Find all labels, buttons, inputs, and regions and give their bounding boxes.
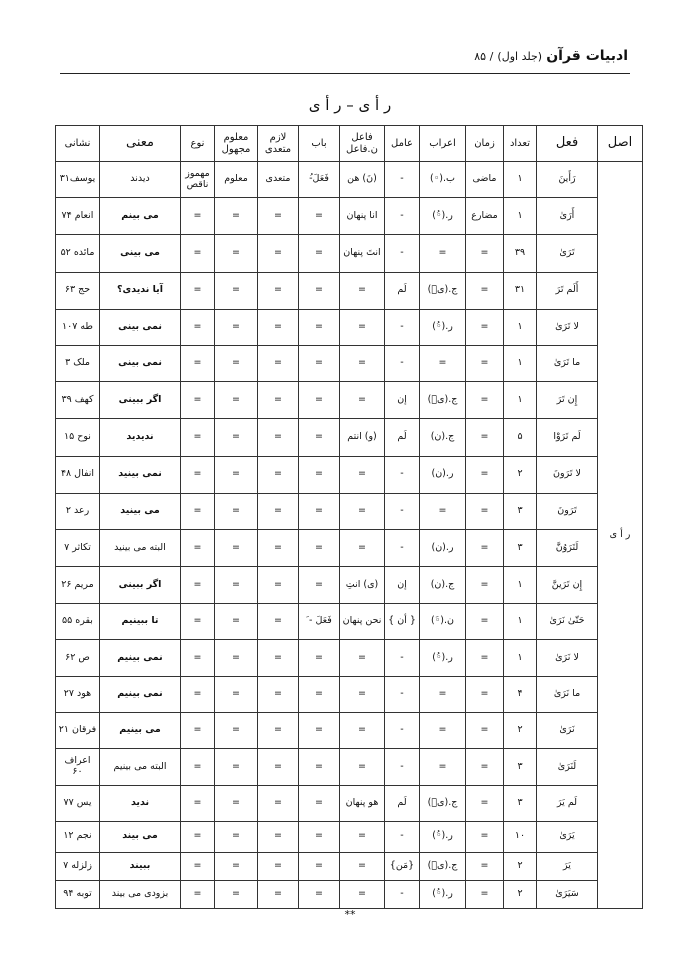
inflection-cell: ج.(ن) (420, 419, 466, 456)
tense-cell: = (466, 640, 504, 676)
table-row (56, 676, 643, 712)
col-meaning: معنی (100, 126, 181, 162)
table-row (56, 852, 643, 880)
transitivity-cell: = (258, 676, 299, 712)
verb-cell: سَيَرَىٰ (537, 880, 598, 908)
inflection-cell: ج.(یٖ) (420, 786, 466, 822)
count-cell: ۲ (504, 852, 537, 880)
tense-cell: = (466, 345, 504, 381)
table-row (56, 604, 643, 640)
table-row (56, 235, 643, 272)
count-cell: ۱ (504, 162, 537, 198)
inflection-cell: = (420, 493, 466, 529)
type-cell: = (181, 309, 215, 345)
transitivity-cell: = (258, 604, 299, 640)
operator-cell: - (385, 456, 420, 493)
inflection-cell: ر.(◦ُ) (420, 822, 466, 852)
count-cell: ۵ (504, 419, 537, 456)
source-cell: کهف ۳۹ (56, 382, 100, 419)
agent-cell: = (340, 309, 385, 345)
inflection-cell: ج.(یٖ) (420, 382, 466, 419)
inflection-cell: ر.(◦ُ) (420, 640, 466, 676)
form-cell: = (299, 309, 340, 345)
count-cell: ۱ (504, 309, 537, 345)
table-row (56, 162, 643, 198)
operator-cell: إن (385, 567, 420, 604)
transitivity-cell: = (258, 235, 299, 272)
voice-cell: = (215, 640, 258, 676)
voice-cell: = (215, 567, 258, 604)
voice-cell: = (215, 712, 258, 748)
agent-cell: نحن پنهان (340, 604, 385, 640)
source-cell: توبه ۹۴ (56, 880, 100, 908)
source-cell: تکاثر ۷ (56, 529, 100, 566)
voice-cell: = (215, 382, 258, 419)
operator-cell: - (385, 749, 420, 786)
source-cell: نوح ۱۵ (56, 419, 100, 456)
form-cell: = (299, 852, 340, 880)
type-cell: = (181, 419, 215, 456)
inflection-cell: = (420, 749, 466, 786)
inflection-cell: ر.(ن) (420, 456, 466, 493)
form-cell: = (299, 419, 340, 456)
voice-cell: = (215, 676, 258, 712)
col-root: اصل (598, 126, 643, 162)
meaning-cell: دیدند (100, 162, 181, 198)
count-cell: ۱ (504, 345, 537, 381)
operator-cell: - (385, 235, 420, 272)
agent-cell: = (340, 529, 385, 566)
meaning-cell: بزودی می بیند (100, 880, 181, 908)
type-cell: = (181, 235, 215, 272)
inflection-cell: ج.(یٖ) (420, 272, 466, 309)
type-cell: = (181, 567, 215, 604)
meaning-cell: می بینی (100, 235, 181, 272)
count-cell: ۱ (504, 640, 537, 676)
source-cell: طه ۱۰۷ (56, 309, 100, 345)
page-number: / ۸۵ (474, 50, 494, 63)
verb-cell: لَم يَرَ (537, 786, 598, 822)
verb-cell: لا تَرَىٰ (537, 309, 598, 345)
transitivity-cell: = (258, 822, 299, 852)
voice-cell: = (215, 345, 258, 381)
voice-cell: = (215, 272, 258, 309)
inflection-cell: ج.(ن) (420, 567, 466, 604)
inflection-cell: = (420, 345, 466, 381)
form-cell: = (299, 822, 340, 852)
meaning-cell: می بینم (100, 198, 181, 235)
operator-cell: {مَن} (385, 852, 420, 880)
agent-cell: (و) انتم (340, 419, 385, 456)
count-cell: ۳ (504, 493, 537, 529)
tense-cell: = (466, 852, 504, 880)
type-cell: = (181, 712, 215, 748)
source-cell: بقره ۵۵ (56, 604, 100, 640)
tense-cell: = (466, 529, 504, 566)
count-cell: ۱ (504, 198, 537, 235)
table-row (56, 198, 643, 235)
form-cell: = (299, 712, 340, 748)
source-cell: رعد ۲ (56, 493, 100, 529)
form-cell: = (299, 493, 340, 529)
col-count: تعداد (504, 126, 537, 162)
tense-cell: = (466, 786, 504, 822)
transitivity-cell: = (258, 382, 299, 419)
tense-cell: = (466, 676, 504, 712)
tense-cell: = (466, 235, 504, 272)
inflection-cell: ر.(◦ُ) (420, 198, 466, 235)
voice-cell: = (215, 786, 258, 822)
tense-cell: = (466, 822, 504, 852)
transitivity-cell: = (258, 272, 299, 309)
type-cell: = (181, 493, 215, 529)
agent-cell: = (340, 880, 385, 908)
table-header-row (56, 126, 643, 162)
transitivity-cell: = (258, 493, 299, 529)
table-row (56, 345, 643, 381)
type-cell: = (181, 640, 215, 676)
voice-cell: = (215, 419, 258, 456)
transitivity-cell: = (258, 786, 299, 822)
agent-cell: هو پنهان (340, 786, 385, 822)
agent-cell: = (340, 272, 385, 309)
agent-cell: = (340, 852, 385, 880)
type-cell: = (181, 676, 215, 712)
count-cell: ۲ (504, 712, 537, 748)
type-cell: = (181, 456, 215, 493)
source-cell: حج ۶۳ (56, 272, 100, 309)
footer-mark: ** (344, 908, 356, 921)
tense-cell: = (466, 749, 504, 786)
verb-cell: لَم تَرَوْا (537, 419, 598, 456)
meaning-cell: می بیند (100, 822, 181, 852)
voice-cell: = (215, 604, 258, 640)
table-title: ر أ ی – ر أ ی (308, 96, 392, 114)
operator-cell: إن (385, 382, 420, 419)
table-row (56, 382, 643, 419)
agent-cell: (ی) انتِ (340, 567, 385, 604)
form-cell: = (299, 198, 340, 235)
form-cell: فَعَلَ-ُ (299, 162, 340, 198)
voice-cell: = (215, 529, 258, 566)
agent-cell: انتَ پنهان (340, 235, 385, 272)
source-cell: نجم ۱۲ (56, 822, 100, 852)
table-row (56, 493, 643, 529)
tense-cell: = (466, 604, 504, 640)
meaning-cell: نمی بینید (100, 456, 181, 493)
meaning-cell: ندید (100, 786, 181, 822)
volume-label: (جلد اول) (497, 50, 543, 63)
verb-cell: أَلَم تَرَ (537, 272, 598, 309)
meaning-cell: می بینید (100, 493, 181, 529)
transitivity-cell: = (258, 852, 299, 880)
transitivity-cell: = (258, 309, 299, 345)
verb-cell: إِن تَرَينَّ (537, 567, 598, 604)
source-cell: هود ۲۷ (56, 676, 100, 712)
transitivity-cell: = (258, 345, 299, 381)
count-cell: ۱۰ (504, 822, 537, 852)
meaning-cell: تا ببینیم (100, 604, 181, 640)
tense-cell: = (466, 493, 504, 529)
operator-cell: - (385, 162, 420, 198)
table-row (56, 567, 643, 604)
inflection-cell: ن.(◦َ) (420, 604, 466, 640)
voice-cell: = (215, 235, 258, 272)
transitivity-cell: = (258, 640, 299, 676)
col-form: باب (299, 126, 340, 162)
col-verb: فعل (537, 126, 598, 162)
page-header (62, 48, 628, 70)
transitivity-cell: = (258, 880, 299, 908)
operator-cell: - (385, 822, 420, 852)
count-cell: ۳۱ (504, 272, 537, 309)
voice-cell: = (215, 822, 258, 852)
tense-cell: = (466, 880, 504, 908)
operator-cell: { أن } (385, 604, 420, 640)
inflection-cell: ب.(◦) (420, 162, 466, 198)
type-cell: = (181, 198, 215, 235)
count-cell: ۱ (504, 567, 537, 604)
meaning-cell: نمی بینیم (100, 676, 181, 712)
table-row (56, 456, 643, 493)
operator-cell: - (385, 880, 420, 908)
tense-cell: = (466, 567, 504, 604)
meaning-cell: اگر ببینی (100, 567, 181, 604)
agent-cell: = (340, 712, 385, 748)
source-cell: زلزله ۷ (56, 852, 100, 880)
count-cell: ۳۹ (504, 235, 537, 272)
form-cell: = (299, 235, 340, 272)
voice-cell: = (215, 493, 258, 529)
voice-cell: = (215, 456, 258, 493)
operator-cell: - (385, 198, 420, 235)
agent-cell: انا پنهان (340, 198, 385, 235)
count-cell: ۳ (504, 749, 537, 786)
inflection-cell: ر.(◦ُ) (420, 880, 466, 908)
agent-cell: = (340, 493, 385, 529)
root-cell: ر أ ی (598, 162, 643, 909)
col-source: نشانی (56, 126, 100, 162)
voice-cell: = (215, 749, 258, 786)
type-cell: = (181, 382, 215, 419)
form-cell: = (299, 676, 340, 712)
form-cell: = (299, 345, 340, 381)
source-cell: یس ۷۷ (56, 786, 100, 822)
verb-table (55, 125, 643, 909)
type-cell: = (181, 749, 215, 786)
operator-cell: لَم (385, 419, 420, 456)
meaning-cell: نمی بینی (100, 309, 181, 345)
form-cell: = (299, 640, 340, 676)
transitivity-cell: = (258, 456, 299, 493)
inflection-cell: ر.(◦ُ) (420, 309, 466, 345)
table-row (56, 272, 643, 309)
type-cell: مهموز ناقص (181, 162, 215, 198)
agent-cell: = (340, 456, 385, 493)
source-cell: ص ۶۲ (56, 640, 100, 676)
verb-cell: رَأَينَ (537, 162, 598, 198)
count-cell: ۴ (504, 676, 537, 712)
source-cell: انعام ۷۴ (56, 198, 100, 235)
type-cell: = (181, 345, 215, 381)
inflection-cell: = (420, 235, 466, 272)
transitivity-cell: = (258, 712, 299, 748)
tense-cell: = (466, 382, 504, 419)
transitivity-cell: = (258, 198, 299, 235)
count-cell: ۱ (504, 382, 537, 419)
agent-cell: = (340, 676, 385, 712)
table-row (56, 822, 643, 852)
tense-cell: = (466, 456, 504, 493)
agent-cell: = (340, 822, 385, 852)
voice-cell: = (215, 198, 258, 235)
operator-cell: - (385, 529, 420, 566)
type-cell: = (181, 880, 215, 908)
verb-cell: يَرَ (537, 852, 598, 880)
verb-cell: ما تَرَىٰ (537, 345, 598, 381)
verb-cell: نَرَىٰ (537, 712, 598, 748)
count-cell: ۳ (504, 786, 537, 822)
type-cell: = (181, 604, 215, 640)
col-inflection: اعراب (420, 126, 466, 162)
form-cell: = (299, 456, 340, 493)
transitivity-cell: = (258, 419, 299, 456)
form-cell: فَعَلَ - َ (299, 604, 340, 640)
source-cell: اعراف ۶۰ (56, 749, 100, 786)
meaning-cell: آیا ندیدی؟ (100, 272, 181, 309)
verb-cell: لا تَرَونَ (537, 456, 598, 493)
operator-cell: - (385, 640, 420, 676)
source-cell: یوسف۳۱ (56, 162, 100, 198)
agent-cell: = (340, 749, 385, 786)
book-title: ادبیات قرآن (546, 48, 628, 64)
verb-cell: لا نَرَىٰ (537, 640, 598, 676)
table-row (56, 749, 643, 786)
verb-cell: إِن تَرَ (537, 382, 598, 419)
verb-cell: ما نَرَىٰ (537, 676, 598, 712)
verb-cell: لَتَرَوُنَّ (537, 529, 598, 566)
operator-cell: لَم (385, 272, 420, 309)
type-cell: = (181, 822, 215, 852)
tense-cell: مضارع (466, 198, 504, 235)
operator-cell: لَم (385, 786, 420, 822)
source-cell: مریم ۲۶ (56, 567, 100, 604)
operator-cell: - (385, 493, 420, 529)
count-cell: ۱ (504, 604, 537, 640)
meaning-cell: البته می بینید (100, 529, 181, 566)
operator-cell: - (385, 676, 420, 712)
form-cell: = (299, 529, 340, 566)
form-cell: = (299, 880, 340, 908)
table-row (56, 419, 643, 456)
header-rule (60, 73, 630, 74)
count-cell: ۲ (504, 456, 537, 493)
table-row (56, 640, 643, 676)
source-cell: انفال ۴۸ (56, 456, 100, 493)
meaning-cell: می بینیم (100, 712, 181, 748)
inflection-cell: = (420, 676, 466, 712)
col-transitivity: لازم متعدی (258, 126, 299, 162)
meaning-cell: اگر ببینی (100, 382, 181, 419)
verb-cell: يَرَىٰ (537, 822, 598, 852)
transitivity-cell: = (258, 529, 299, 566)
count-cell: ۳ (504, 529, 537, 566)
verb-cell: تَرَىٰ (537, 235, 598, 272)
inflection-cell: ر.(ن) (420, 529, 466, 566)
verb-cell: حَتّیٰ نَرَیٰ (537, 604, 598, 640)
voice-cell: معلوم (215, 162, 258, 198)
type-cell: = (181, 529, 215, 566)
form-cell: = (299, 272, 340, 309)
voice-cell: = (215, 852, 258, 880)
tense-cell: ماضی (466, 162, 504, 198)
col-type: نوع (181, 126, 215, 162)
form-cell: = (299, 749, 340, 786)
transitivity-cell: متعدی (258, 162, 299, 198)
tense-cell: = (466, 272, 504, 309)
agent-cell: = (340, 640, 385, 676)
meaning-cell: نمی بینی (100, 345, 181, 381)
col-agent: فاعل ن.فاعل (340, 126, 385, 162)
col-operator: عامل (385, 126, 420, 162)
source-cell: فرقان ۲۱ (56, 712, 100, 748)
form-cell: = (299, 567, 340, 604)
transitivity-cell: = (258, 749, 299, 786)
type-cell: = (181, 272, 215, 309)
operator-cell: - (385, 309, 420, 345)
voice-cell: = (215, 880, 258, 908)
source-cell: مائده ۵۲ (56, 235, 100, 272)
operator-cell: - (385, 712, 420, 748)
meaning-cell: ببیند (100, 852, 181, 880)
verb-cell: أَرَىٰ (537, 198, 598, 235)
verb-cell: لَنَرَىٰ (537, 749, 598, 786)
inflection-cell: = (420, 712, 466, 748)
form-cell: = (299, 382, 340, 419)
meaning-cell: ندیدید (100, 419, 181, 456)
agent-cell: = (340, 345, 385, 381)
tense-cell: = (466, 419, 504, 456)
table-row (56, 880, 643, 908)
verb-cell: تَرَونَ (537, 493, 598, 529)
operator-cell: - (385, 345, 420, 381)
form-cell: = (299, 786, 340, 822)
col-voice: معلوم مجهول (215, 126, 258, 162)
table-row (56, 309, 643, 345)
voice-cell: = (215, 309, 258, 345)
meaning-cell: البته می بینیم (100, 749, 181, 786)
tense-cell: = (466, 712, 504, 748)
tense-cell: = (466, 309, 504, 345)
count-cell: ۲ (504, 880, 537, 908)
table-row (56, 529, 643, 566)
inflection-cell: ج.(یٖ) (420, 852, 466, 880)
table-row (56, 786, 643, 822)
type-cell: = (181, 786, 215, 822)
table-body (56, 162, 643, 909)
transitivity-cell: = (258, 567, 299, 604)
type-cell: = (181, 852, 215, 880)
agent-cell: = (340, 382, 385, 419)
col-tense: زمان (466, 126, 504, 162)
meaning-cell: نمی بینیم (100, 640, 181, 676)
source-cell: ملک ۳ (56, 345, 100, 381)
agent-cell: (نَ) هن (340, 162, 385, 198)
table-row (56, 712, 643, 748)
